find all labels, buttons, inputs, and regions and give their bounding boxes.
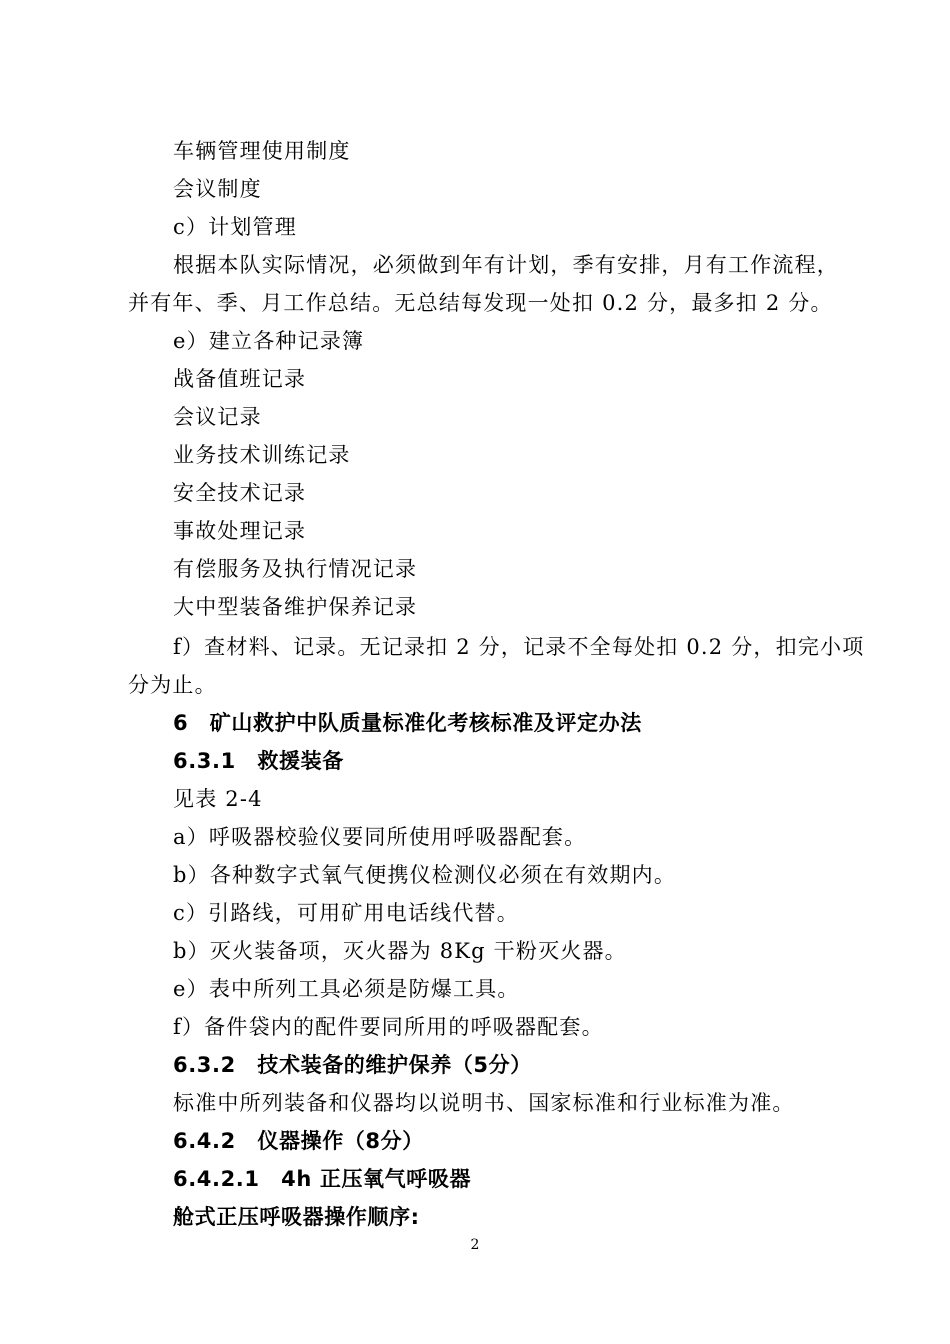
item-f-check-line-1: f）查材料、记录。无记录扣 2 分，记录不全每处扣 0.2 分，扣完小项 <box>173 635 865 659</box>
text-line-vehicle-rules: 车辆管理使用制度 <box>173 139 351 163</box>
item-b-fire-extinguisher: b）灭火装备项，灭火器为 8Kg 干粉灭火器。 <box>173 939 627 963</box>
record-equipment-maintenance: 大中型装备维护保养记录 <box>173 595 418 619</box>
text-see-table: 见表 2-4 <box>173 787 263 811</box>
section-heading-6: 6 矿山救护中队质量标准化考核标准及评定办法 <box>173 711 642 735</box>
record-paid-service: 有偿服务及执行情况记录 <box>173 557 418 581</box>
section-heading-6-3-2: 6.3.2 技术装备的维护保养（5分） <box>173 1053 532 1077</box>
item-c-plan-management: c）计划管理 <box>173 215 297 239</box>
record-accident: 事故处理记录 <box>173 519 307 543</box>
item-e-record-books: e）建立各种记录簿 <box>173 329 365 353</box>
paragraph-plan-line-1: 根据本队实际情况，必须做到年有计划，季有安排，月有工作流程， <box>173 253 839 277</box>
item-e-explosion-proof-tools: e）表中所列工具必须是防爆工具。 <box>173 977 520 1001</box>
item-f-spare-parts: f）备件袋内的配件要同所用的呼吸器配套。 <box>173 1015 604 1039</box>
item-c-guide-line: c）引路线，可用矿用电话线代替。 <box>173 901 519 925</box>
page-number: 2 <box>470 1237 480 1253</box>
subheading-operation-sequence: 舱式正压呼吸器操作顺序: <box>173 1205 420 1229</box>
text-line-meeting-rules: 会议制度 <box>173 177 262 201</box>
record-training: 业务技术训练记录 <box>173 443 351 467</box>
section-heading-6-4-2: 6.4.2 仪器操作（8分） <box>173 1129 424 1153</box>
record-safety: 安全技术记录 <box>173 481 307 505</box>
paragraph-plan-line-2: 并有年、季、月工作总结。无总结每发现一处扣 0.2 分，最多扣 2 分。 <box>128 291 833 315</box>
text-standards-basis: 标准中所列装备和仪器均以说明书、国家标准和行业标准为准。 <box>173 1091 795 1115</box>
section-heading-6-3-1: 6.3.1 救援装备 <box>173 749 344 773</box>
item-b-oxygen-detector: b）各种数字式氧气便携仪检测仪必须在有效期内。 <box>173 863 677 887</box>
item-a-calibrator: a）呼吸器校验仪要同所使用呼吸器配套。 <box>173 825 587 849</box>
section-heading-6-4-2-1: 6.4.2.1 4h 正压氧气呼吸器 <box>173 1167 472 1191</box>
item-f-check-line-2: 分为止。 <box>128 673 217 697</box>
record-meeting: 会议记录 <box>173 405 262 429</box>
record-duty-log: 战备值班记录 <box>173 367 307 391</box>
